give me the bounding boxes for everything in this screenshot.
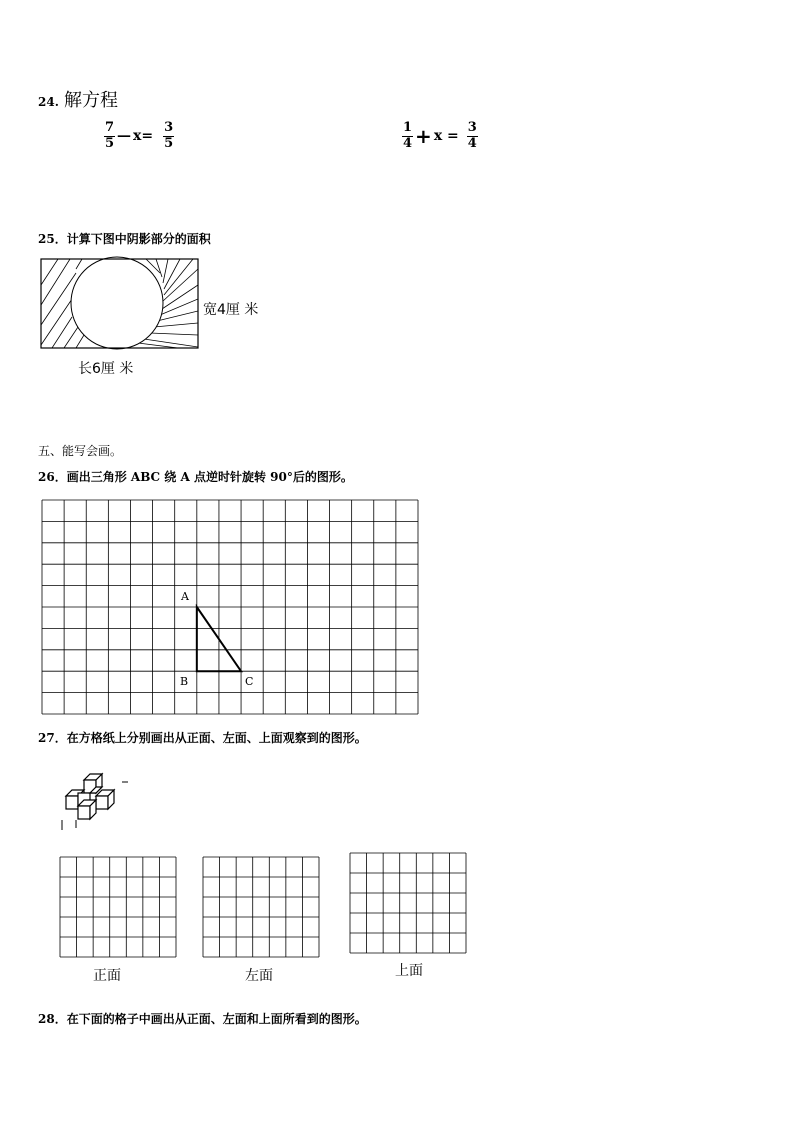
- q24-title: 解方程: [63, 90, 118, 111]
- label-c: C: [245, 675, 254, 688]
- q27-text: 27．在方格纸上分别画出从正面、左面、上面观察到的图形。: [38, 731, 367, 745]
- eq2-variable: x =: [433, 128, 459, 145]
- left-label: 左面: [245, 968, 273, 984]
- left-view-grid[interactable]: [202, 856, 320, 958]
- cube-stack-figure: [52, 768, 132, 834]
- section5-heading: 五、能写会画。: [38, 444, 123, 458]
- rotation-grid[interactable]: [41, 499, 419, 715]
- eq2-operator: +: [415, 124, 432, 149]
- label-a: A: [181, 590, 189, 603]
- q28-text: 28．在下面的格子中画出从正面、左面和上面所看到的图形。: [38, 1012, 367, 1026]
- shaded-rectangle-figure: [38, 255, 208, 355]
- front-label: 正面: [93, 968, 121, 984]
- q24-heading: [38, 86, 118, 112]
- equation-1: [104, 121, 174, 152]
- eq2-fraction-b: $\frac{3}{4}$: [467, 120, 477, 151]
- equation-2: [402, 121, 478, 152]
- front-view-grid[interactable]: [59, 856, 177, 958]
- q26-text: 26．画出三角形 ABC 绕 A 点逆时针旋转 90°后的图形。: [38, 470, 353, 484]
- eq1-fraction-a: $\frac{7}{5}$: [105, 120, 115, 151]
- width-label: 宽4厘 米: [203, 302, 259, 318]
- length-label: 长6厘 米: [78, 361, 134, 377]
- eq1-operator: —: [117, 128, 132, 145]
- white-circle: [71, 257, 163, 349]
- q24-number: 24.: [38, 95, 59, 109]
- eq2-fraction-a: $\frac{1}{4}$: [403, 120, 413, 151]
- q25-text: 25．计算下图中阴影部分的面积: [38, 232, 211, 246]
- eq1-variable: x=: [133, 128, 154, 145]
- eq1-fraction-b: $\frac{3}{5}$: [164, 120, 174, 151]
- top-view-grid[interactable]: [349, 852, 467, 954]
- top-label: 上面: [395, 963, 423, 979]
- label-b: B: [180, 675, 189, 688]
